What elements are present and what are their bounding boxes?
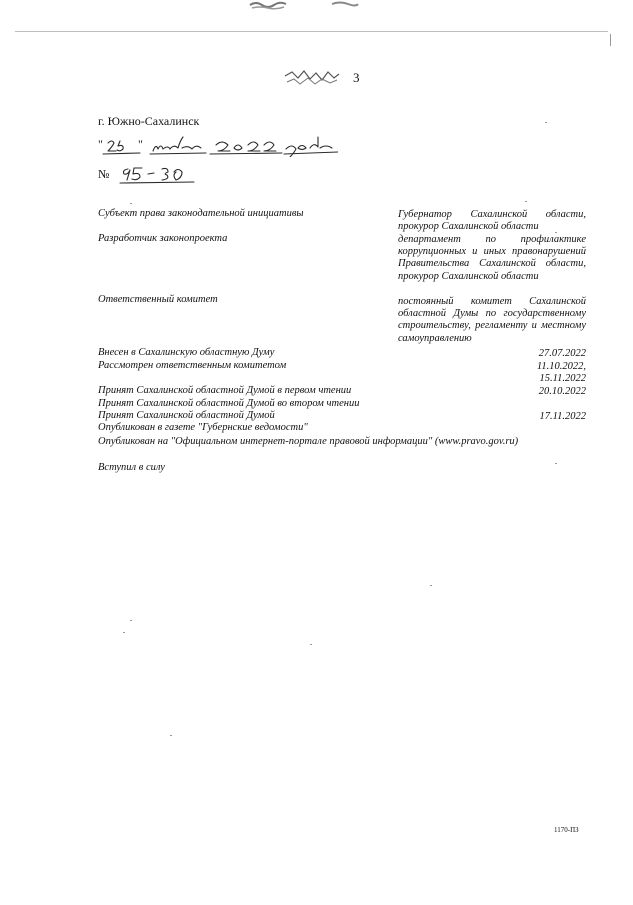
history-label: Принят Сахалинской областной Думой в первом чтении: [98, 385, 352, 396]
scan-speck: [555, 463, 557, 464]
signing-date: [98, 135, 338, 157]
date-quote-close: ": [138, 137, 143, 151]
history-date: 15.11.2022: [539, 373, 586, 384]
scan-speck: [310, 644, 312, 645]
footer-code: 1170-ПЗ: [554, 826, 579, 834]
number-label: №: [98, 167, 110, 181]
law-number: [98, 163, 198, 185]
committee-value: постоянный комитет Сахалинской областной Думы по государственному строительству, регламенту и местному самоуправлению: [398, 296, 586, 344]
handwritten-law-number: [118, 163, 198, 185]
handwritten-date-signature: [98, 135, 338, 157]
history-label: Опубликован в газете "Губернские ведомости": [98, 422, 308, 433]
developer-value: департамент по профилактике коррупционных и иных правонарушений Правительства Сахалинской области, прокурор Сахалинской области: [398, 234, 586, 282]
place-of-signing: г. Южно-Сахалинск: [98, 114, 200, 128]
committee-label: Ответственный комитет: [98, 294, 218, 305]
scan-speck: [123, 632, 125, 633]
subject-value: Губернатор Сахалинской области, прокурор Сахалинской области: [398, 209, 586, 233]
history-date: 27.07.2022: [538, 348, 586, 359]
developer-label: Разработчик законопроекта: [98, 233, 228, 244]
date-quote-open: ": [98, 137, 103, 151]
scan-top-line: [15, 31, 608, 32]
scan-speck: [555, 232, 557, 233]
scan-speck: [170, 735, 172, 736]
stamp-mark: [282, 66, 342, 88]
history-label: Опубликован на "Официальном интернет-портале правовой информации" (www.pravo.gov.ru): [98, 436, 519, 447]
subject-label: Субъект права законодательной инициативы: [98, 208, 304, 219]
scan-speck: [130, 203, 132, 204]
scan-speck: [430, 585, 432, 586]
history-date: 11.10.2022,: [536, 361, 586, 372]
scan-stamp-mark: [248, 0, 288, 10]
history-label: Принят Сахалинской областной Думой: [98, 410, 275, 421]
scan-speck: [525, 201, 527, 202]
history-label: Внесен в Сахалинскую областную Думу: [98, 347, 275, 358]
history-date: 17.11.2022: [539, 411, 586, 422]
history-label: Вступил в силу: [98, 462, 165, 473]
scan-speck: [545, 122, 547, 123]
scan-speck: [610, 34, 611, 46]
page-number: 3: [353, 70, 360, 85]
history-label: Принят Сахалинской областной Думой во втором чтении: [98, 398, 360, 409]
scan-stamp-mark: [330, 0, 360, 10]
history-label: Рассмотрен ответственным комитетом: [98, 360, 287, 371]
history-date: 20.10.2022: [538, 386, 586, 397]
scan-speck: [130, 620, 132, 621]
